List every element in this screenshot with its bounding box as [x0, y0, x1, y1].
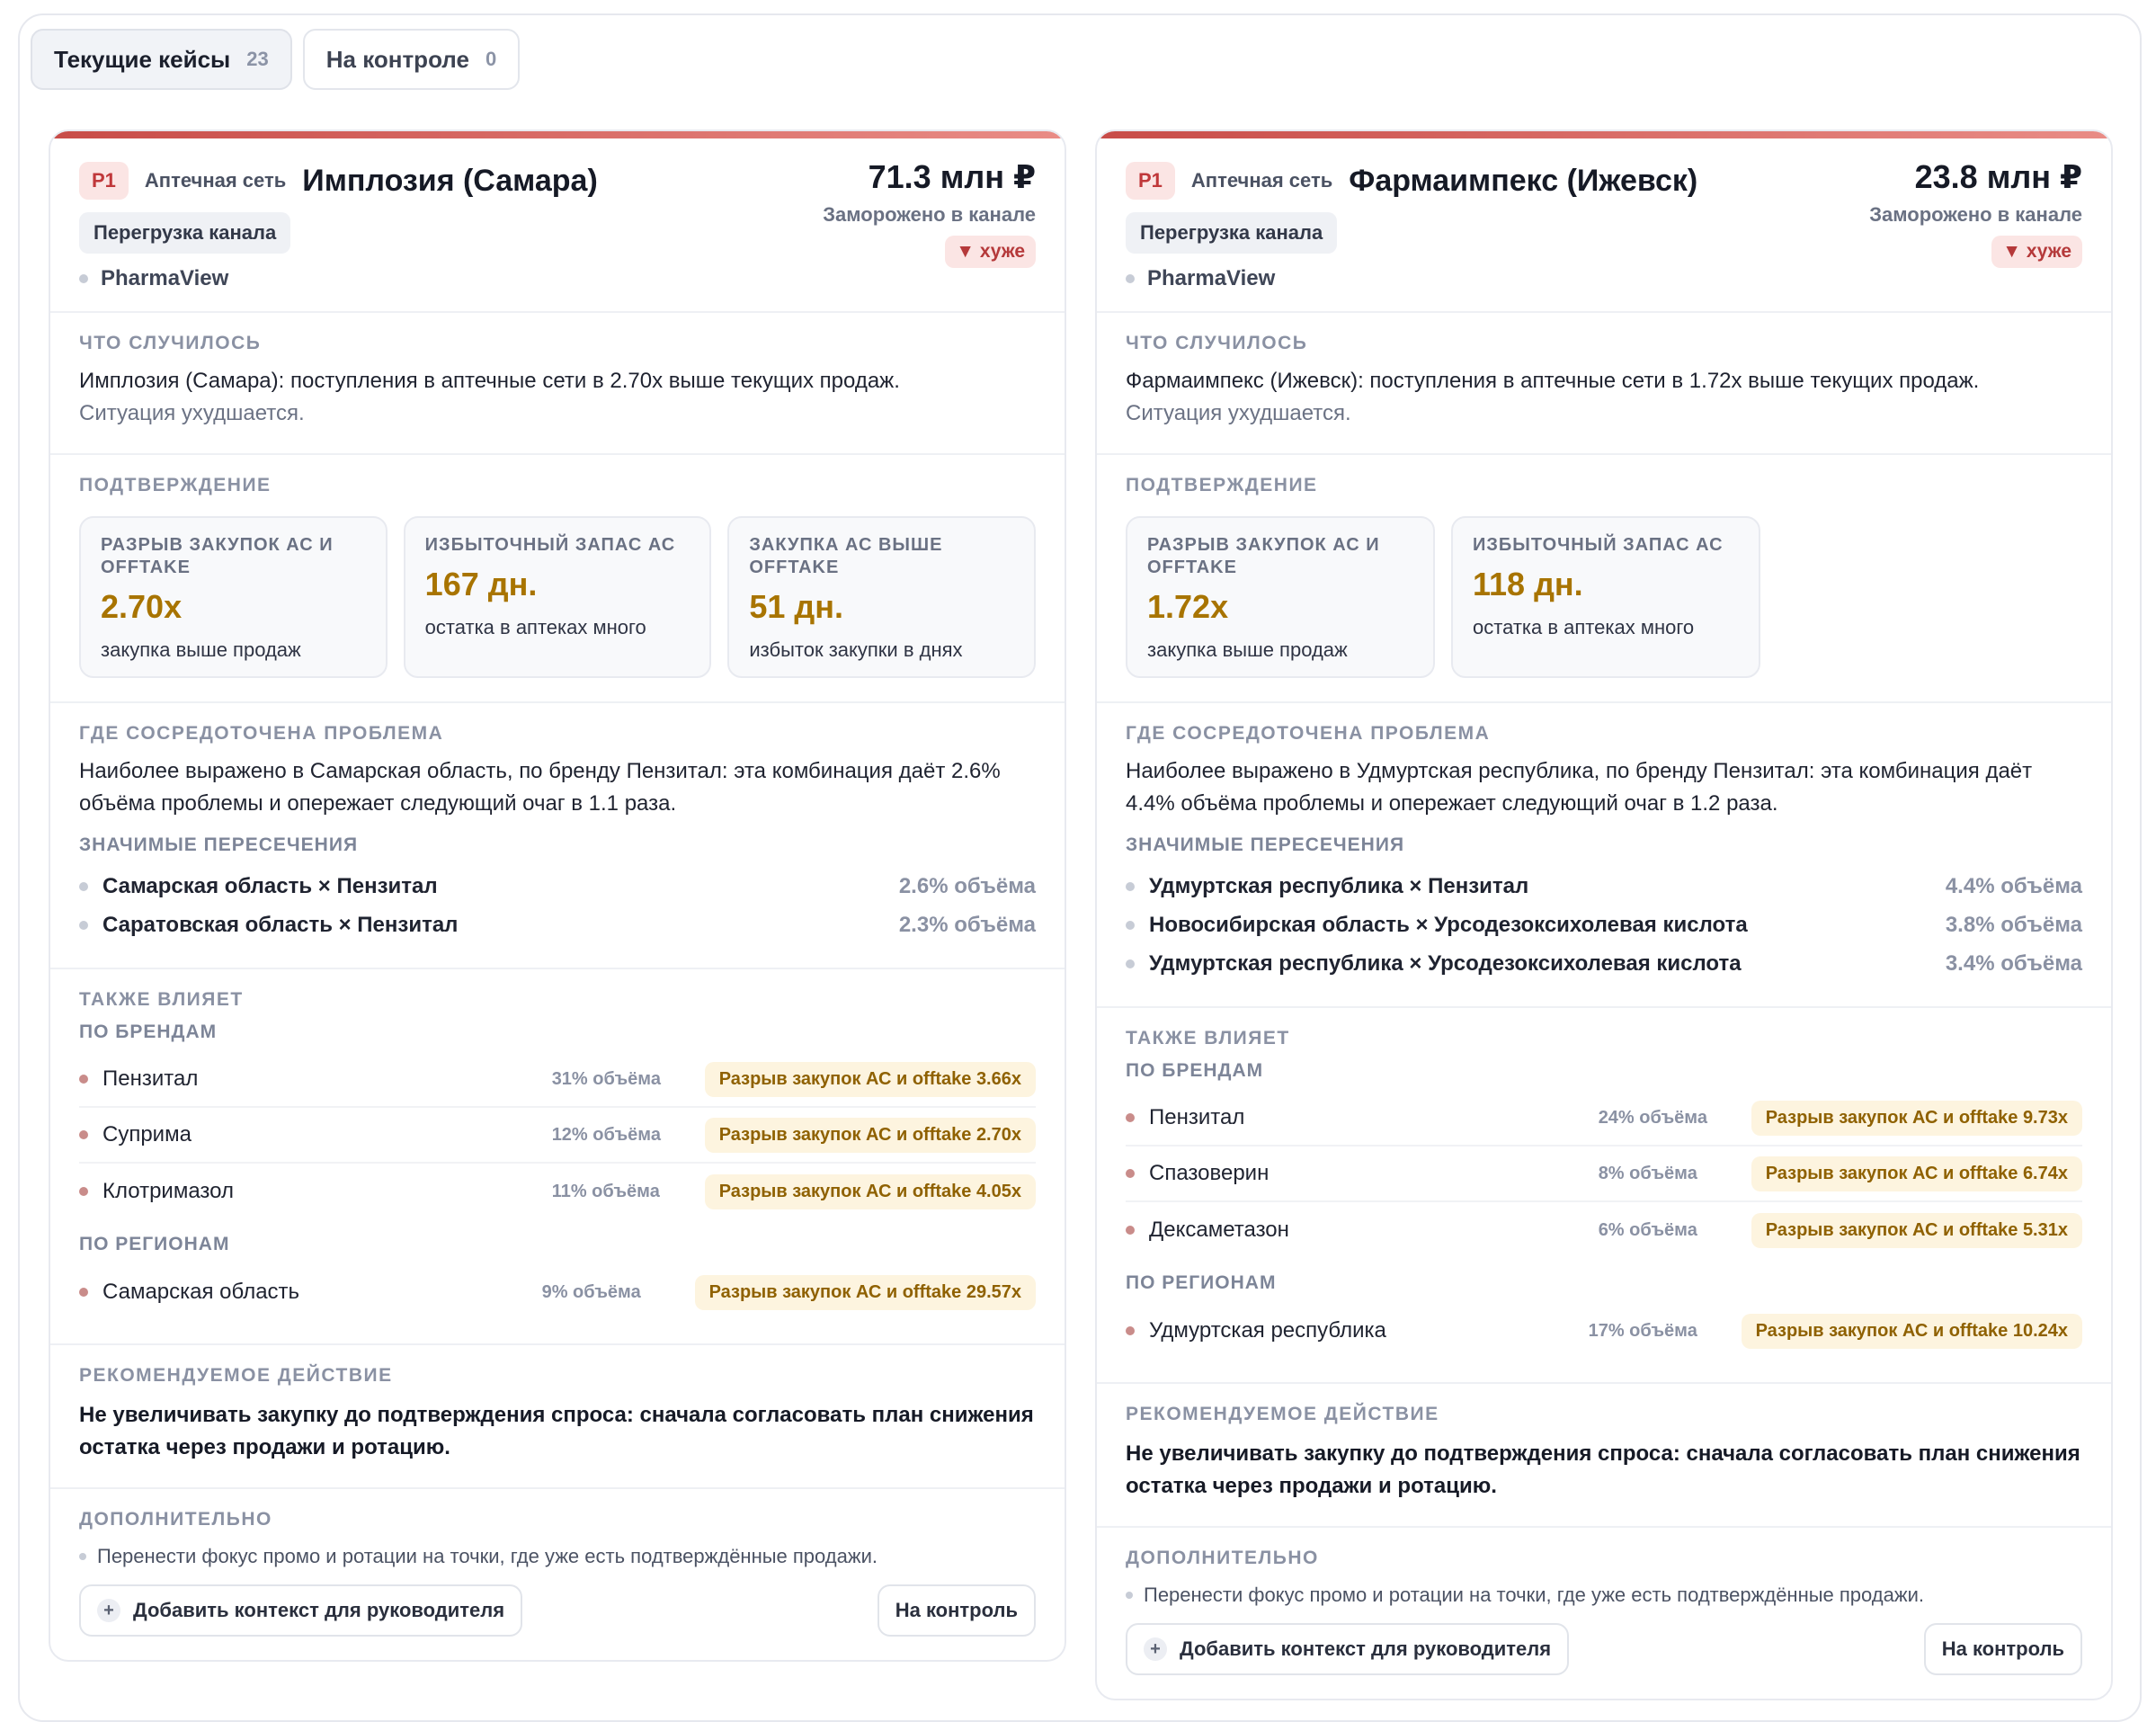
section-title: ДОПОЛНИТЕЛЬНО — [1126, 1548, 1319, 1568]
metric-caption: закупка выше продаж — [1147, 638, 1348, 661]
metric-value: 118 дн. — [1473, 566, 1583, 602]
tab-bar — [31, 29, 520, 90]
button-label: Добавить контекст для руководителя — [1180, 1637, 1552, 1660]
tab-current-cases[interactable] — [31, 29, 292, 90]
intersections-title: ЗНАЧИМЫЕ ПЕРЕСЕЧЕНИЯ — [79, 834, 359, 855]
tab-count: 23 — [246, 48, 269, 70]
extra-item — [79, 1545, 1036, 1568]
intersection-label: Удмуртская республика × Урсодезоксихолевая кислота — [1149, 950, 1742, 976]
what-note: Ситуация ухудшается. — [79, 401, 305, 425]
bullet-icon — [1126, 1226, 1135, 1235]
brands-title: ПО БРЕНДАМ — [1126, 1060, 1264, 1081]
influence-share: 24% объёма — [1598, 1107, 1707, 1128]
intersection-list — [1126, 867, 2082, 983]
action-text: Не увеличивать закупку до подтверждения спроса: сначала согласовать план снижения остатка через продажи и ротацию. — [79, 1403, 1034, 1459]
influence-share: 8% объёма — [1598, 1163, 1697, 1183]
region-list — [1126, 1303, 2082, 1359]
brand-list — [1126, 1091, 2082, 1258]
where-text: Наиболее выражено в Самарская область, по бренду Пензитал: эта комбинация даёт 2.6% объёма проблемы и опережает следующий очаг в 1.1 раза. — [79, 759, 1001, 816]
what-happened-section — [50, 313, 1065, 455]
case-tag: Перегрузка канала — [1126, 212, 1337, 254]
plus-icon: + — [1144, 1637, 1167, 1661]
influence-share: 11% объёма — [551, 1181, 660, 1201]
intersection-label: Новосибирская область × Урсодезоксихолевая кислота — [1149, 912, 1748, 937]
influence-name: Удмуртская республика — [1149, 1318, 1386, 1343]
source-label: PharmaView — [101, 266, 229, 290]
influence-row — [1126, 1202, 2082, 1258]
gap-badge: Разрыв закупок АС и offtake 6.74x — [1751, 1156, 2082, 1191]
influence-name: Дексаметазон — [1149, 1218, 1289, 1242]
bullet-icon — [79, 1553, 86, 1560]
tab-label: На контроле — [325, 45, 469, 73]
case-title: Фармаимпекс (Ижевск) — [1349, 163, 1698, 198]
tab-count: 0 — [485, 48, 497, 70]
metric-caption: закупка выше продаж — [101, 638, 301, 661]
what-happened-section — [1097, 313, 2111, 455]
influence-row — [79, 1264, 1036, 1320]
intersection-share: 2.3% объёма — [898, 912, 1036, 937]
also-affects-section — [50, 969, 1065, 1345]
card-actions — [79, 1584, 1036, 1637]
section-title: ПОДТВЕРЖДЕНИЕ — [79, 475, 272, 495]
gap-badge: Разрыв закупок АС и offtake 9.73x — [1751, 1101, 2082, 1136]
plus-icon: + — [97, 1599, 120, 1622]
metric-list — [79, 516, 1036, 678]
extra-item — [1126, 1584, 2082, 1607]
metric-label: РАЗРЫВ ЗАКУПОК АС И OFFTAKE — [1147, 535, 1380, 577]
regions-title: ПО РЕГИОНАМ — [79, 1234, 230, 1254]
bullet-icon — [1126, 882, 1135, 891]
additional-section — [1097, 1528, 2111, 1699]
metric-label: ИЗБЫТОЧНЫЙ ЗАПАС АС — [1473, 535, 1724, 555]
influence-name: Пензитал — [102, 1066, 199, 1091]
source-label: PharmaView — [1147, 266, 1276, 290]
tab-label: Текущие кейсы — [54, 45, 231, 73]
trend-badge: ▼ хуже — [945, 236, 1036, 268]
case-card — [49, 129, 1066, 1662]
intersection-label: Самарская область × Пензитал — [102, 873, 438, 898]
gap-badge: Разрыв закупок АС и offtake 3.66x — [705, 1062, 1036, 1097]
section-title: ДОПОЛНИТЕЛЬНО — [79, 1509, 272, 1530]
gap-badge: Разрыв закупок АС и offtake 10.24x — [1742, 1314, 2082, 1349]
section-title: ЧТО СЛУЧИЛОСЬ — [1126, 333, 1308, 353]
where-section — [1097, 703, 2111, 1008]
amount-value: 71.3 млн ₽ — [868, 158, 1036, 195]
intersection-share: 3.4% объёма — [1945, 950, 2082, 976]
button-label: Добавить контекст для руководителя — [133, 1599, 505, 1621]
intersection-share: 3.8% объёма — [1945, 912, 2082, 937]
action-text: Не увеличивать закупку до подтверждения спроса: сначала согласовать план снижения остатка через продажи и ротацию. — [1126, 1441, 2080, 1498]
metric-value: 51 дн. — [749, 588, 843, 625]
influence-name: Самарская область — [102, 1280, 300, 1304]
metric-value: 167 дн. — [424, 566, 538, 602]
influence-row — [79, 1164, 1036, 1219]
metric-card — [1126, 516, 1435, 678]
bullet-icon — [79, 921, 88, 930]
bullet-icon — [79, 1288, 88, 1297]
card-actions — [1126, 1623, 2082, 1675]
card-header — [50, 131, 1065, 313]
add-context-button[interactable] — [79, 1584, 522, 1637]
influence-row — [79, 1108, 1036, 1164]
regions-title: ПО РЕГИОНАМ — [1126, 1272, 1277, 1293]
section-title: ГДЕ СОСРЕДОТОЧЕНА ПРОБЛЕМА — [79, 723, 444, 744]
gap-badge: Разрыв закупок АС и offtake 2.70x — [705, 1118, 1036, 1153]
intersection-share: 4.4% объёма — [1945, 873, 2082, 898]
metric-card — [727, 516, 1036, 678]
section-title: ПОДТВЕРЖДЕНИЕ — [1126, 475, 1318, 495]
influence-name: Суприма — [102, 1122, 192, 1147]
additional-section — [50, 1489, 1065, 1660]
influence-name: Спазоверин — [1149, 1161, 1270, 1185]
case-card — [1095, 129, 2113, 1700]
influence-row — [1126, 1147, 2082, 1202]
amount-caption: Заморожено в канале — [1869, 203, 2082, 226]
on-control-button[interactable]: На контроль — [1924, 1623, 2082, 1675]
bullet-icon — [1126, 1326, 1135, 1335]
confirmation-section — [1097, 455, 2111, 703]
recommended-action-section — [50, 1345, 1065, 1489]
metric-card — [404, 516, 712, 678]
section-title: ГДЕ СОСРЕДОТОЧЕНА ПРОБЛЕМА — [1126, 723, 1491, 744]
bullet-icon — [1126, 274, 1135, 283]
amount-caption: Заморожено в канале — [823, 203, 1036, 226]
section-title: ТАКЖЕ ВЛИЯЕТ — [1126, 1028, 1290, 1048]
intersection-share: 2.6% объёма — [898, 873, 1036, 898]
priority-badge: P1 — [79, 162, 129, 200]
metric-card — [79, 516, 388, 678]
metric-list — [1126, 516, 2082, 678]
influence-row — [79, 1052, 1036, 1108]
what-description: Имплозия (Самара): поступления в аптечные сети в 2.70x выше текущих продаж. — [79, 369, 900, 393]
on-control-button[interactable]: На контроль — [878, 1584, 1036, 1637]
bullet-icon — [1126, 959, 1135, 968]
case-title: Имплозия (Самара) — [302, 163, 598, 198]
intersection-row — [1126, 944, 2082, 983]
intersection-row — [1126, 906, 2082, 944]
bullet-icon — [79, 1130, 88, 1139]
extra-item-text: Перенести фокус промо и ротации на точки, где уже есть подтверждённые продажи. — [1144, 1584, 1924, 1606]
intersection-list — [79, 867, 1036, 944]
case-type: Аптечная сеть — [1190, 169, 1333, 192]
trend-badge: ▼ хуже — [1991, 236, 2082, 268]
what-description: Фармаимпекс (Ижевск): поступления в аптечные сети в 1.72x выше текущих продаж. — [1126, 369, 1980, 393]
influence-name: Клотримазол — [102, 1179, 234, 1203]
case-tag: Перегрузка канала — [79, 212, 290, 254]
section-title: РЕКОМЕНДУЕМОЕ ДЕЙСТВИЕ — [1126, 1404, 1439, 1424]
intersection-row — [79, 906, 1036, 944]
region-list — [79, 1264, 1036, 1320]
bullet-icon — [1126, 1113, 1135, 1122]
bullet-icon — [79, 1075, 88, 1084]
section-title: РЕКОМЕНДУЕМОЕ ДЕЙСТВИЕ — [79, 1365, 393, 1386]
bullet-icon — [1126, 1169, 1135, 1178]
where-text: Наиболее выражено в Удмуртская республика, по бренду Пензитал: эта комбинация даёт 4.4% объёма проблемы и опережает следующий очаг в 1.2 раза. — [1126, 759, 2033, 816]
what-text — [79, 365, 1036, 430]
data-source — [1126, 266, 2082, 291]
influence-row — [1126, 1091, 2082, 1147]
metric-caption: остатка в аптеках много — [1473, 616, 1695, 638]
metric-card — [1451, 516, 1760, 678]
brand-list — [79, 1052, 1036, 1219]
metric-caption: остатка в аптеках много — [424, 616, 646, 638]
intersection-label: Саратовская область × Пензитал — [102, 912, 459, 937]
confirmation-section — [50, 455, 1065, 703]
what-text — [1126, 365, 2082, 430]
influence-share: 17% объёма — [1588, 1320, 1697, 1341]
influence-share: 6% объёма — [1598, 1219, 1697, 1240]
frozen-amount — [823, 158, 1036, 268]
gap-badge: Разрыв закупок АС и offtake 4.05x — [705, 1174, 1036, 1209]
frozen-amount — [1869, 158, 2082, 268]
priority-badge: P1 — [1126, 162, 1175, 200]
influence-name: Пензитал — [1149, 1105, 1245, 1129]
brands-title: ПО БРЕНДАМ — [79, 1022, 218, 1042]
section-title: ТАКЖЕ ВЛИЯЕТ — [79, 989, 244, 1010]
metric-label: ИЗБЫТОЧНЫЙ ЗАПАС АС — [424, 535, 676, 555]
case-type: Аптечная сеть — [144, 169, 287, 192]
metric-value: 1.72x — [1147, 588, 1229, 625]
tab-on-control[interactable] — [303, 29, 520, 90]
intersection-row — [79, 867, 1036, 906]
also-affects-section — [1097, 1008, 2111, 1384]
data-source — [79, 266, 1036, 291]
extra-item-text: Перенести фокус промо и ротации на точки, где уже есть подтверждённые продажи. — [97, 1545, 878, 1567]
intersections-title: ЗНАЧИМЫЕ ПЕРЕСЕЧЕНИЯ — [1126, 834, 1405, 855]
metric-label: ЗАКУПКА АС ВЫШЕ OFFTAKE — [749, 535, 943, 577]
add-context-button[interactable] — [1126, 1623, 1569, 1675]
influence-share: 9% объёма — [541, 1281, 641, 1302]
gap-badge: Разрыв закупок АС и offtake 29.57x — [695, 1275, 1036, 1310]
influence-share: 12% объёма — [551, 1124, 661, 1145]
metric-caption: избыток закупки в днях — [749, 638, 963, 661]
metric-label: РАЗРЫВ ЗАКУПОК АС И OFFTAKE — [101, 535, 334, 577]
recommended-action-section — [1097, 1384, 2111, 1528]
amount-value: 23.8 млн ₽ — [1914, 158, 2082, 195]
bullet-icon — [79, 1187, 88, 1196]
gap-badge: Разрыв закупок АС и offtake 5.31x — [1751, 1213, 2082, 1248]
card-header — [1097, 131, 2111, 313]
section-title: ЧТО СЛУЧИЛОСЬ — [79, 333, 262, 353]
bullet-icon — [79, 274, 88, 283]
intersection-row — [1126, 867, 2082, 906]
what-note: Ситуация ухудшается. — [1126, 401, 1351, 425]
metric-value: 2.70x — [101, 588, 183, 625]
bullet-icon — [1126, 921, 1135, 930]
bullet-icon — [1126, 1592, 1133, 1599]
influence-share: 31% объёма — [551, 1068, 661, 1089]
intersection-label: Удмуртская республика × Пензитал — [1149, 873, 1529, 898]
influence-row — [1126, 1303, 2082, 1359]
where-section — [50, 703, 1065, 969]
bullet-icon — [79, 882, 88, 891]
